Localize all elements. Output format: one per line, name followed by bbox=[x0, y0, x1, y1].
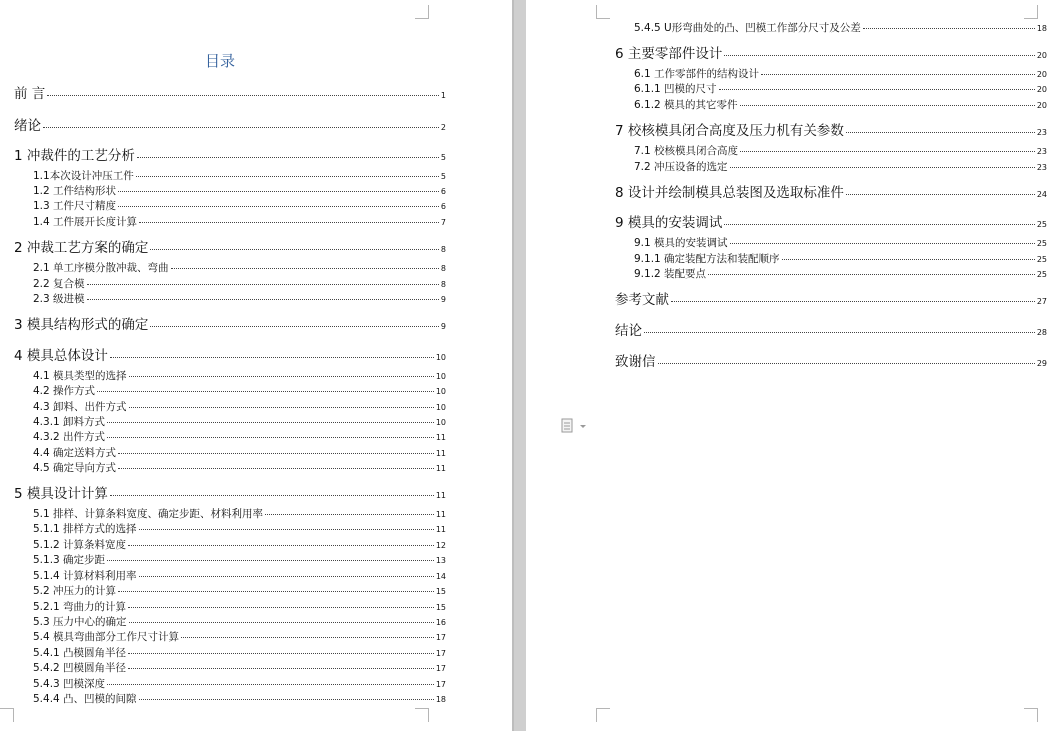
toc-dot-leader bbox=[265, 514, 434, 515]
toc-entry-text: 2.1 单工序模分散冲裁、弯曲 bbox=[33, 262, 169, 274]
toc-entry[interactable] bbox=[615, 319, 1047, 337]
page-corner-mark bbox=[415, 708, 429, 722]
toc-entry-text: 7.2 冲压设备的选定 bbox=[634, 161, 728, 173]
toc-dot-leader bbox=[658, 363, 1035, 364]
toc-entry[interactable] bbox=[33, 368, 446, 382]
toc-entry-text: 4.3.2 出件方式 bbox=[33, 431, 106, 443]
toc-entry[interactable] bbox=[33, 445, 446, 459]
toc-entry[interactable] bbox=[33, 198, 446, 212]
toc-dot-leader bbox=[136, 176, 439, 177]
toc-entry[interactable] bbox=[634, 159, 1047, 173]
toc-page-number: 12 bbox=[435, 541, 446, 550]
toc-entry-text: 6 主要零部件设计 bbox=[615, 46, 723, 62]
toc-page-number: 20 bbox=[1036, 101, 1047, 110]
toc-page-number: 7 bbox=[440, 218, 446, 227]
toc-page-number: 29 bbox=[1036, 359, 1047, 368]
toc-dot-leader bbox=[846, 132, 1035, 133]
toc-dot-leader bbox=[671, 301, 1035, 302]
toc-dot-leader bbox=[118, 468, 434, 469]
toc-dot-leader bbox=[128, 668, 434, 669]
toc-entry[interactable] bbox=[14, 144, 446, 162]
toc-entry-text: 5.1.1 排样方式的选择 bbox=[33, 523, 137, 535]
toc-page-number: 6 bbox=[440, 202, 446, 211]
toc-dot-leader bbox=[129, 622, 434, 623]
toc-entry[interactable] bbox=[14, 82, 446, 100]
toc-page-number: 8 bbox=[440, 280, 446, 289]
toc-entry[interactable] bbox=[33, 429, 446, 443]
toc-dot-leader bbox=[730, 243, 1035, 244]
toc-dot-leader bbox=[110, 495, 434, 496]
toc-page-number: 2 bbox=[440, 123, 446, 132]
toc-entry-text: 9.1 模具的安装调试 bbox=[634, 237, 728, 249]
toc-dot-leader bbox=[128, 607, 434, 608]
toc-page-number: 20 bbox=[1036, 70, 1047, 79]
toc-entry-text: 4.4 确定送料方式 bbox=[33, 447, 117, 459]
toc-entry[interactable] bbox=[634, 20, 1047, 34]
toc-page-number: 10 bbox=[435, 387, 446, 396]
toc-page-number: 10 bbox=[435, 403, 446, 412]
toc-entry-text: 1.1本次设计冲压工件 bbox=[33, 170, 134, 182]
toc-entry-text: 5.2.1 弯曲力的计算 bbox=[33, 601, 127, 613]
toc-dot-leader bbox=[139, 222, 439, 223]
toc-entry[interactable] bbox=[33, 537, 446, 551]
toc-dot-leader bbox=[724, 224, 1034, 225]
toc-page-number: 28 bbox=[1036, 328, 1047, 337]
toc-entry-text: 9 模具的安装调试 bbox=[615, 215, 723, 231]
toc-entry-text: 4 模具总体设计 bbox=[14, 348, 108, 364]
toc-page-number: 11 bbox=[435, 525, 446, 534]
toc-entry-text: 5.1.3 确定步距 bbox=[33, 554, 106, 566]
toc-dot-leader bbox=[740, 105, 1035, 106]
page-corner-mark bbox=[596, 708, 610, 722]
toc-entry-text: 5.3 压力中心的确定 bbox=[33, 616, 127, 628]
toc-dot-leader bbox=[137, 157, 439, 158]
toc-entry[interactable] bbox=[33, 291, 446, 305]
toc-entry-text: 2 冲裁工艺方案的确定 bbox=[14, 240, 149, 256]
toc-entry-text: 5.2 冲压力的计算 bbox=[33, 585, 117, 597]
toc-entry-text: 7 校核模具闭合高度及压力机有关参数 bbox=[615, 123, 844, 139]
toc-dot-leader bbox=[740, 151, 1035, 152]
toc-entry[interactable] bbox=[33, 676, 446, 690]
toc-entry-text: 6.1 工作零部件的结构设计 bbox=[634, 68, 760, 80]
toc-dot-leader bbox=[139, 699, 434, 700]
toc-entry-text: 5.1.4 计算材料利用率 bbox=[33, 570, 137, 582]
toc-page-number: 11 bbox=[435, 491, 446, 500]
toc-dot-leader bbox=[118, 191, 439, 192]
toc-entry[interactable] bbox=[14, 344, 446, 362]
toc-dot-leader bbox=[107, 684, 434, 685]
toc-dot-leader bbox=[43, 127, 439, 128]
toc-entry[interactable] bbox=[14, 482, 446, 500]
toc-entry-text: 1 冲裁件的工艺分析 bbox=[14, 148, 135, 164]
toc-dot-leader bbox=[730, 167, 1035, 168]
toc-page-number: 15 bbox=[435, 587, 446, 596]
toc-dot-leader bbox=[118, 206, 439, 207]
toc-dot-leader bbox=[110, 357, 434, 358]
toc-entry[interactable] bbox=[615, 288, 1047, 306]
toc-page-number: 16 bbox=[435, 618, 446, 627]
toc-page-number: 25 bbox=[1036, 255, 1047, 264]
toc-page-number: 23 bbox=[1036, 128, 1047, 137]
toc-page-number: 17 bbox=[435, 633, 446, 642]
toc-page-number: 5 bbox=[440, 153, 446, 162]
toc-page-number: 27 bbox=[1036, 297, 1047, 306]
toc-dot-leader bbox=[118, 591, 434, 592]
toc-page-number: 17 bbox=[435, 680, 446, 689]
toc-dot-leader bbox=[139, 529, 434, 530]
toc-entry[interactable] bbox=[14, 114, 446, 132]
toc-entry[interactable] bbox=[615, 42, 1047, 60]
toc-dot-leader bbox=[846, 194, 1035, 195]
toc-entry[interactable] bbox=[33, 276, 446, 290]
toc-entry[interactable] bbox=[33, 583, 446, 597]
toc-page-number: 25 bbox=[1036, 220, 1047, 229]
toc-page-number: 23 bbox=[1036, 163, 1047, 172]
toc-entry-text: 4.3.1 卸料方式 bbox=[33, 416, 106, 428]
toc-page-number: 20 bbox=[1036, 85, 1047, 94]
toc-entry-text: 前 言 bbox=[14, 86, 46, 102]
toc-entry[interactable] bbox=[615, 350, 1047, 368]
toc-entry-text: 8 设计并绘制模具总装图及选取标准件 bbox=[615, 185, 844, 201]
toc-page-number: 10 bbox=[435, 353, 446, 362]
toc-entry-text: 4.1 模具类型的选择 bbox=[33, 370, 127, 382]
toc-entry-text: 5.4 模具弯曲部分工作尺寸计算 bbox=[33, 631, 180, 643]
toc-entry[interactable] bbox=[33, 414, 446, 428]
toc-entry-text: 4.2 操作方式 bbox=[33, 385, 96, 397]
toc-entry[interactable] bbox=[33, 168, 446, 182]
toc-dot-leader bbox=[181, 637, 434, 638]
toc-entry[interactable] bbox=[33, 568, 446, 582]
toc-entry[interactable] bbox=[14, 236, 446, 254]
toc-page-number: 24 bbox=[1036, 190, 1047, 199]
toc-dot-leader bbox=[47, 95, 439, 96]
toc-dot-leader bbox=[107, 437, 434, 438]
toc-dot-leader bbox=[87, 284, 439, 285]
toc-page-number: 23 bbox=[1036, 147, 1047, 156]
toc-dot-leader bbox=[150, 326, 439, 327]
toc-entry[interactable] bbox=[634, 66, 1047, 80]
page-gutter bbox=[512, 0, 526, 731]
toc-page-number: 18 bbox=[1036, 24, 1047, 33]
toc-dot-leader bbox=[107, 560, 434, 561]
toc-dot-leader bbox=[107, 422, 434, 423]
toc-page-number: 17 bbox=[435, 664, 446, 673]
toc-entry[interactable] bbox=[33, 460, 446, 474]
toc-entry[interactable] bbox=[33, 629, 446, 643]
toc-entry[interactable] bbox=[33, 399, 446, 413]
toc-dot-leader bbox=[128, 545, 434, 546]
toc-dot-leader bbox=[644, 332, 1035, 333]
toc-dot-leader bbox=[708, 274, 1035, 275]
toc-page-number: 9 bbox=[440, 322, 446, 331]
toc-entry-text: 1.3 工件尺寸精度 bbox=[33, 200, 117, 212]
page-corner-mark bbox=[1024, 5, 1038, 19]
toc-entry[interactable] bbox=[634, 266, 1047, 280]
toc-entry[interactable] bbox=[33, 660, 446, 674]
toc-page-number: 20 bbox=[1036, 51, 1047, 60]
page-corner-mark bbox=[0, 708, 14, 722]
toc-entry[interactable] bbox=[33, 645, 446, 659]
toc-entry[interactable] bbox=[33, 521, 446, 535]
toc-page-number: 25 bbox=[1036, 270, 1047, 279]
toc-page-number: 11 bbox=[435, 449, 446, 458]
toc-page-number: 11 bbox=[435, 433, 446, 442]
toc-page-number: 18 bbox=[435, 695, 446, 704]
document-page-right bbox=[526, 0, 1059, 731]
toc-entry[interactable] bbox=[634, 235, 1047, 249]
toc-entry-text: 4.3 卸料、出件方式 bbox=[33, 401, 127, 413]
toc-entry-text: 1.2 工件结构形状 bbox=[33, 185, 117, 197]
page-corner-mark bbox=[415, 5, 429, 19]
toc-page-number: 14 bbox=[435, 572, 446, 581]
toc-entry[interactable] bbox=[33, 614, 446, 628]
toc-entry-text: 6.1.1 凹模的尺寸 bbox=[634, 83, 717, 95]
toc-entry-text: 4.5 确定导向方式 bbox=[33, 462, 117, 474]
toc-page-number: 6 bbox=[440, 187, 446, 196]
toc-page-number: 11 bbox=[435, 510, 446, 519]
toc-page-number: 10 bbox=[435, 418, 446, 427]
toc-entry-text: 5.4.1 凸模圆角半径 bbox=[33, 647, 127, 659]
toc-page-number: 10 bbox=[435, 372, 446, 381]
toc-page-number: 1 bbox=[440, 91, 446, 100]
toc-title: 目录 bbox=[204, 52, 235, 70]
toc-dot-leader bbox=[139, 576, 434, 577]
toc-entry[interactable] bbox=[634, 81, 1047, 95]
toc-dot-leader bbox=[150, 249, 439, 250]
page-gutter-shade bbox=[512, 0, 514, 731]
toc-dot-leader bbox=[171, 268, 439, 269]
toc-page-number: 17 bbox=[435, 649, 446, 658]
toc-page-number: 13 bbox=[435, 556, 446, 565]
toc-dot-leader bbox=[129, 407, 434, 408]
toc-dot-leader bbox=[97, 391, 434, 392]
toc-entry[interactable] bbox=[33, 383, 446, 397]
document-page-left bbox=[0, 0, 512, 731]
toc-entry-text: 9.1.1 确定装配方法和装配顺序 bbox=[634, 253, 780, 265]
toc-entry[interactable] bbox=[33, 552, 446, 566]
toc-entry[interactable] bbox=[615, 181, 1047, 199]
toc-dot-leader bbox=[128, 653, 434, 654]
toc-entry-text: 3 模具结构形式的确定 bbox=[14, 317, 149, 333]
toc-page-number: 11 bbox=[435, 464, 446, 473]
toc-entry[interactable] bbox=[33, 691, 446, 705]
toc-entry[interactable] bbox=[14, 313, 446, 331]
toc-dot-leader bbox=[782, 259, 1035, 260]
toc-entry-text: 1.4 工件展开长度计算 bbox=[33, 216, 138, 228]
toc-entry[interactable] bbox=[33, 183, 446, 197]
toc-entry[interactable] bbox=[33, 599, 446, 613]
toc-entry-text: 结论 bbox=[615, 323, 642, 339]
toc-entry-text: 5.4.2 凹模圆角半径 bbox=[33, 662, 127, 674]
page-corner-mark bbox=[596, 5, 610, 19]
toc-page-number: 5 bbox=[440, 172, 446, 181]
toc-entry[interactable] bbox=[33, 260, 446, 274]
page-corner-mark bbox=[1024, 708, 1038, 722]
toc-entry-text: 2.3 级进模 bbox=[33, 293, 85, 305]
toc-page-number: 8 bbox=[440, 245, 446, 254]
toc-dot-leader bbox=[863, 28, 1035, 29]
paste-options-icon[interactable] bbox=[560, 418, 590, 434]
toc-entry-text: 2.2 复合模 bbox=[33, 278, 85, 290]
toc-entry[interactable] bbox=[615, 211, 1047, 229]
toc-entry-text: 5.4.5 U形弯曲处的凸、凹模工作部分尺寸及公差 bbox=[634, 22, 861, 34]
toc-dot-leader bbox=[761, 74, 1035, 75]
toc-entry[interactable] bbox=[33, 506, 446, 520]
toc-entry[interactable] bbox=[615, 119, 1047, 137]
toc-entry[interactable] bbox=[634, 143, 1047, 157]
toc-entry-text: 5.1.2 计算条料宽度 bbox=[33, 539, 127, 551]
toc-page-number: 25 bbox=[1036, 239, 1047, 248]
toc-entry-text: 参考文献 bbox=[615, 292, 669, 308]
toc-page-number: 9 bbox=[440, 295, 446, 304]
toc-page-number: 15 bbox=[435, 603, 446, 612]
toc-entry-text: 6.1.2 模具的其它零件 bbox=[634, 99, 738, 111]
toc-page-number: 8 bbox=[440, 264, 446, 273]
toc-dot-leader bbox=[87, 299, 439, 300]
toc-entry-text: 7.1 校核模具闭合高度 bbox=[634, 145, 739, 157]
toc-dot-leader bbox=[719, 89, 1035, 90]
toc-entry-text: 5 模具设计计算 bbox=[14, 486, 108, 502]
toc-entry-text: 5.4.3 凹模深度 bbox=[33, 678, 106, 690]
toc-entry-text: 绪论 bbox=[14, 118, 41, 134]
toc-entry-text: 5.4.4 凸、凹模的间隙 bbox=[33, 693, 137, 705]
toc-entry[interactable] bbox=[33, 214, 446, 228]
toc-entry-text: 9.1.2 装配要点 bbox=[634, 268, 707, 280]
toc-dot-leader bbox=[118, 453, 434, 454]
toc-dot-leader bbox=[724, 55, 1034, 56]
toc-entry-text: 致谢信 bbox=[615, 354, 656, 370]
toc-entry-text: 5.1 排样、计算条料宽度、确定步距、材料利用率 bbox=[33, 508, 264, 520]
toc-entry[interactable] bbox=[634, 251, 1047, 265]
toc-entry[interactable] bbox=[634, 97, 1047, 111]
toc-dot-leader bbox=[129, 376, 434, 377]
